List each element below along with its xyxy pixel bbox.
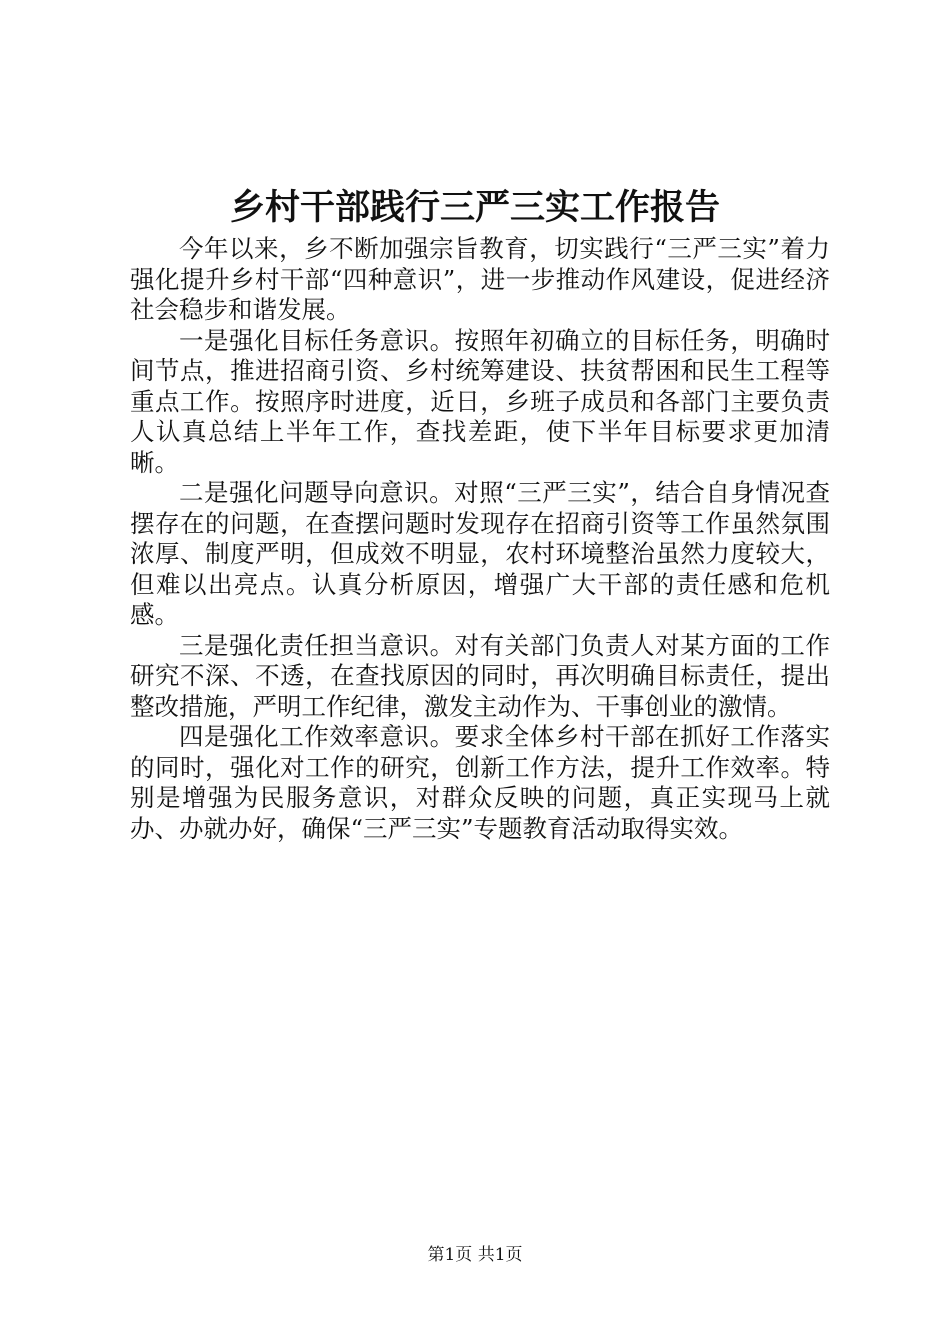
document-title: 乡村干部践行三严三实工作报告	[229, 188, 720, 228]
paragraph-intro: 今年以来，乡不断加强宗旨教育，切实践行“三严三实”着力强化提升乡村干部“四种意识”，进一步推动作风建设，促进经济社会稳步和谐发展。	[130, 234, 830, 324]
paragraph-goal-awareness: 一是强化目标任务意识。按照年初确立的目标任务，明确时间节点，推进招商引资、乡村统筹建设、扶贫帮困和民生工程等重点工作。按照序时进度，近日，乡班子成员和各部门主要负责人认真总结上半年工作，查找差距，使下半年目标要求更加清晰。	[130, 325, 830, 477]
paragraph-responsibility-awareness: 三是强化责任担当意识。对有关部门负责人对某方面的工作研究不深、不透，在查找原因的同时，再次明确目标责任，提出整改措施，严明工作纪律，激发主动作为、干事创业的激情。	[130, 630, 830, 721]
paragraph-problem-awareness: 二是强化问题导向意识。对照“三严三实”，结合自身情况查摆存在的问题，在查摆问题时发现存在招商引资等工作虽然氛围浓厚、制度严明，但成效不明显，农村环境整治虽然力度较大，但难以出亮点。认真分析原因，增强广大干部的责任感和危机感。	[130, 478, 830, 629]
paragraph-efficiency-awareness: 四是强化工作效率意识。要求全体乡村干部在抓好工作落实的同时，强化对工作的研究，创新工作方法，提升工作效率。特别是增强为民服务意识，对群众反映的问题，真正实现马上就办、办就办好，确保“三严三实”专题教育活动取得实效。	[130, 722, 830, 843]
document-body	[130, 234, 830, 844]
page-footer: 第1页 共1页	[427, 1245, 523, 1265]
